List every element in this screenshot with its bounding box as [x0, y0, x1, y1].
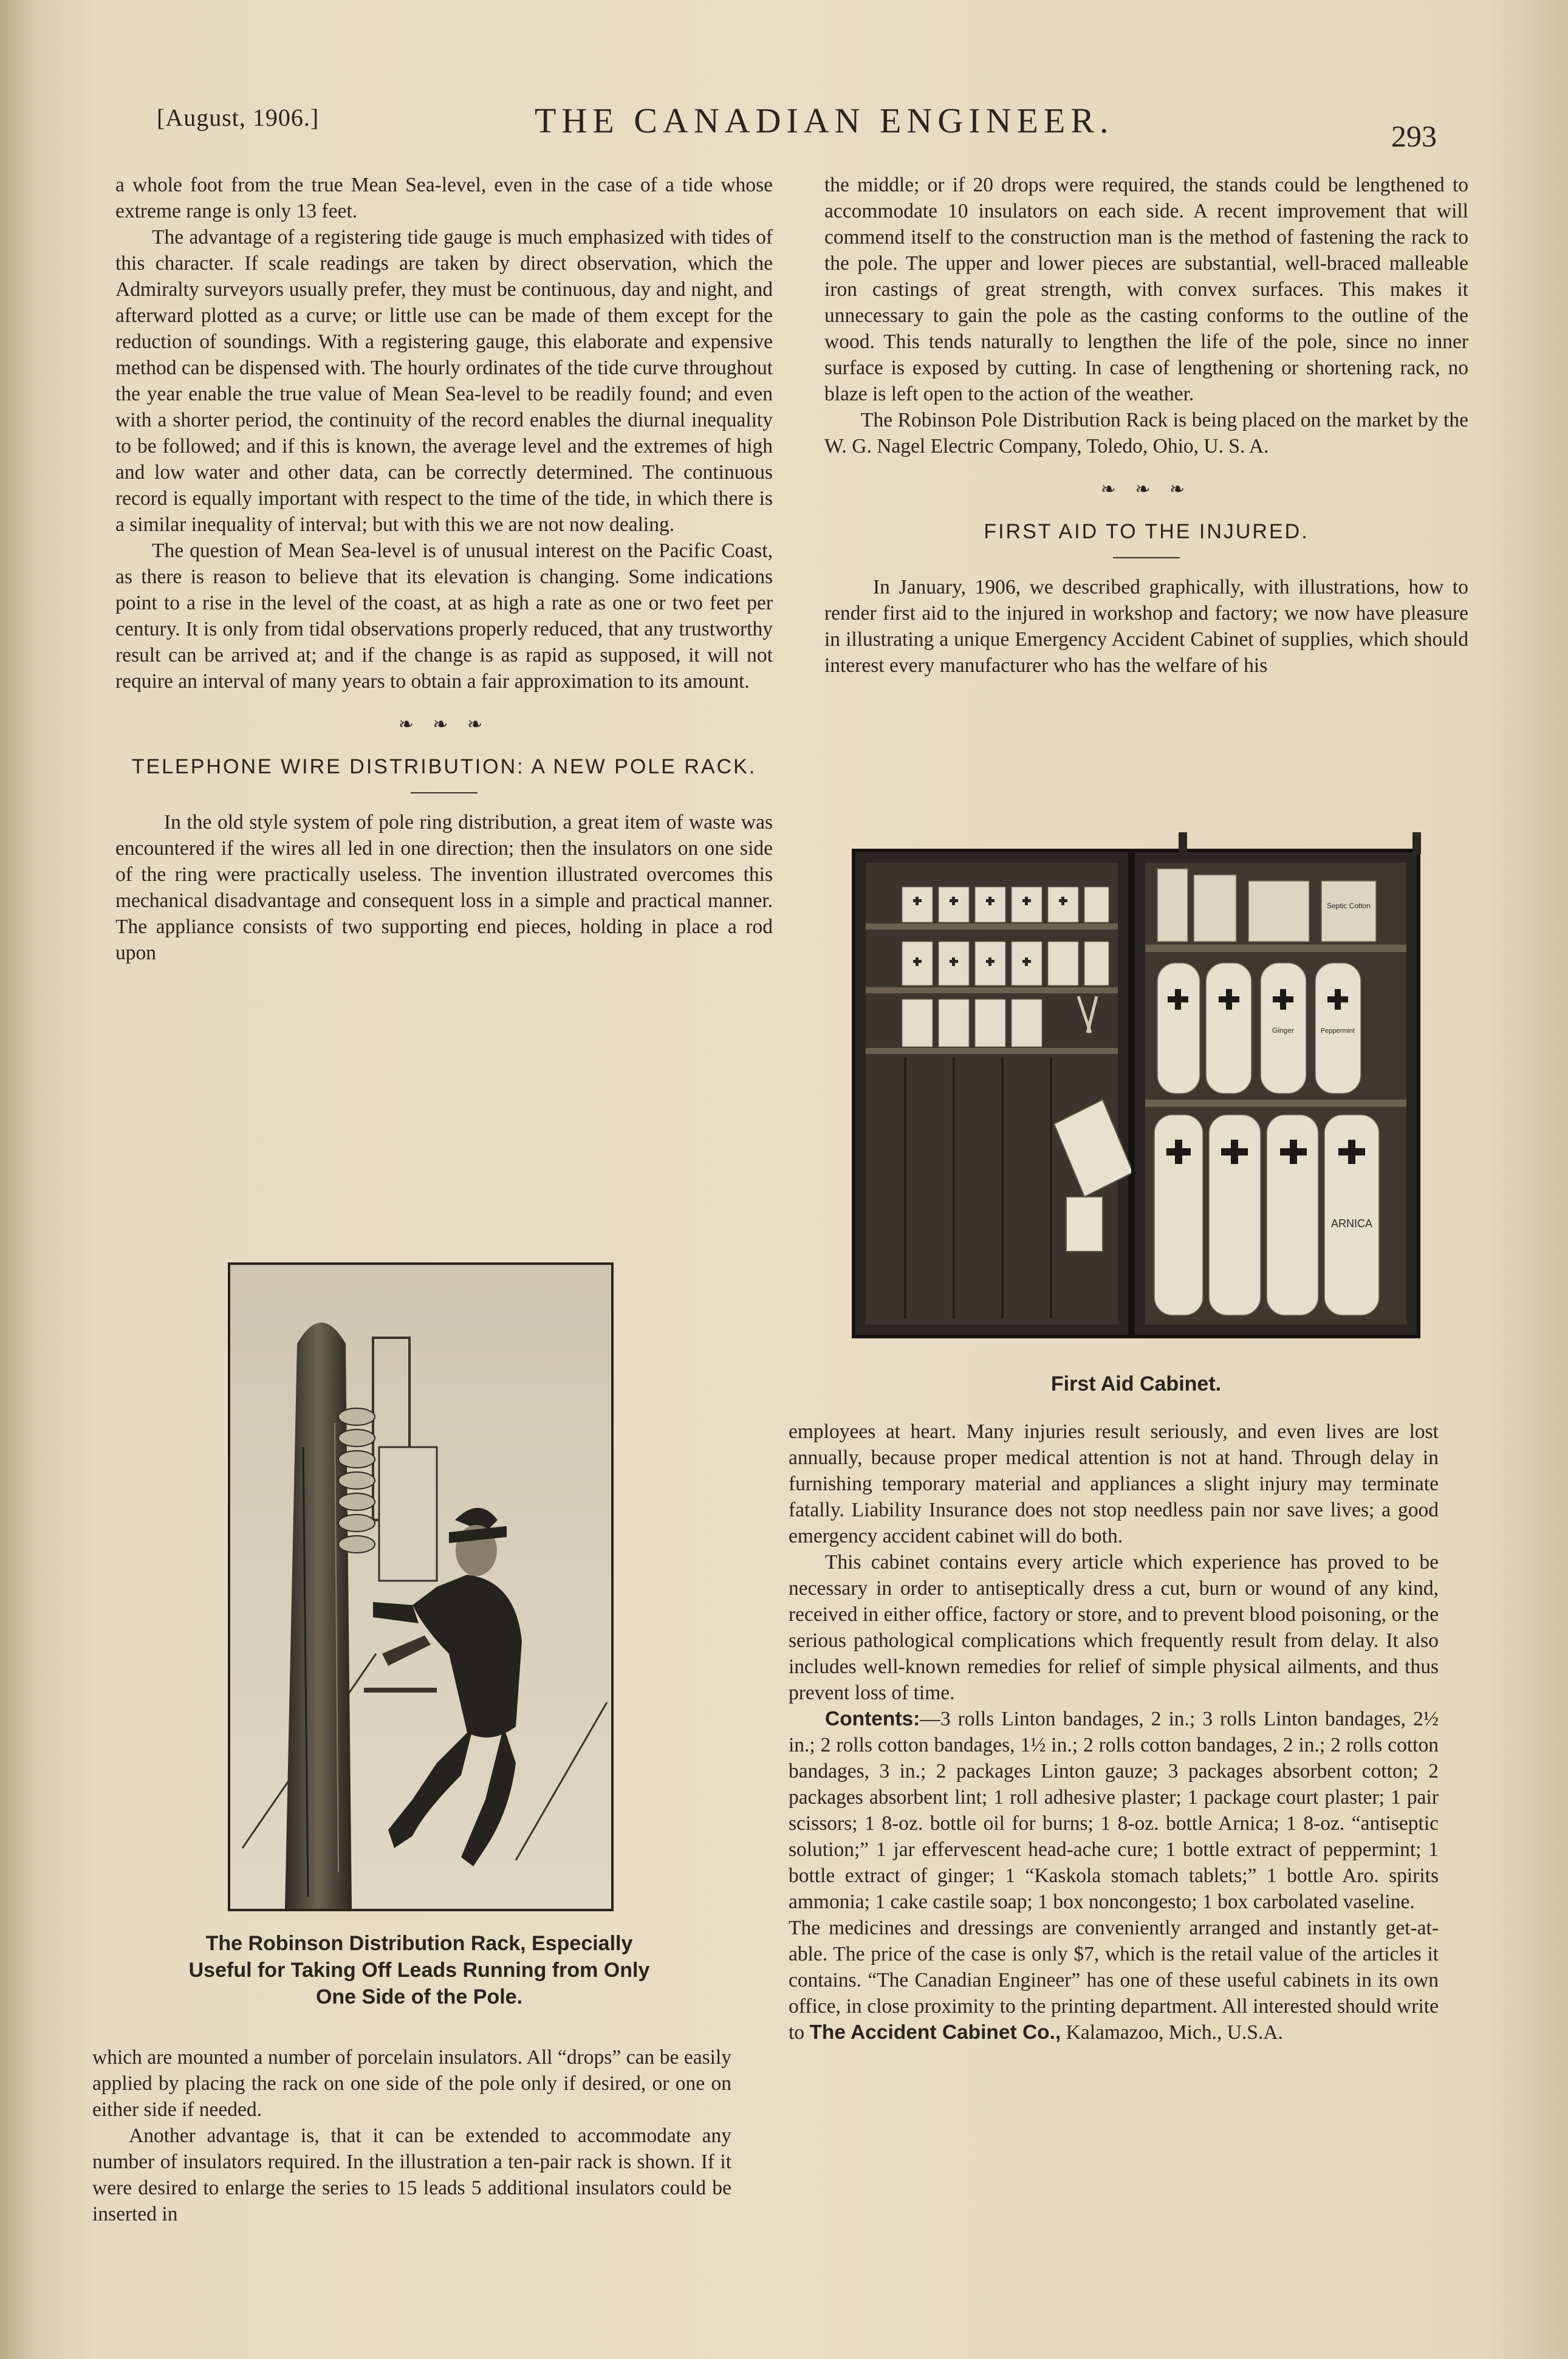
- right-paragraph-4: employees at heart. Many injuries result seriously, and even lives are lost annually, because proper medical attention is not at hand. Through delay in furnishing temporary material and appliances a slight injury may terminate fatally. Liability Insurance does not stop needless pain nor save lives; a good emergency accident cabinet will do both.: [789, 1420, 1439, 1547]
- left-paragraph-6: Another advantage is, that it can be extended to accommodate any number of insulators required. In the illustration a ten-pair rack is shown. If it were desired to enlarge the series to 15 leads 5 additional insulators could be inserted in: [92, 2124, 731, 2225]
- right-paragraph-3: In January, 1906, we described graphically, with illustrations, how to render first aid to the injured in workshop and factory; we now have pleasure in illustrating a unique Emergency Accident Cabinet of supplies, which should interest every manufacturer who has the welfare of his: [824, 576, 1468, 677]
- contents-label: Contents:: [825, 1708, 920, 1730]
- first-aid-cabinet-photo: [847, 832, 1431, 1379]
- left-column-bottom: [92, 2044, 731, 2227]
- contents-list: —3 rolls Linton bandages, 2 in.; 3 rolls Linton bandages, 2½ in.; 2 rolls cotton bandages, 1½ in.; 2 rolls cotton bandages, 2 in.; 2 rolls cotton bandages, 3 in.; 2 packages Linton gauze; 3 packages absorbent cotton; 2 packages absorbent lint; 1 roll adhesive plaster; 1 package court plaster; 1 pair scissors; 1 8-oz. bottle oil for burns; 1 8-oz. bottle Arnica; 1 8-oz. “antiseptic solution;” 1 jar effervescent head-ache cure; 1 bottle extract of peppermint; 1 bottle extract of ginger; 1 “Kaskola stomach tablets;” 1 bottle Aro. spirits ammonia; 1 cake castile soap; 1 box noncongesto; 1 box carbolated vaseline.: [789, 1708, 1439, 1913]
- left-paragraph-1: a whole foot from the true Mean Sea-level, even in the case of a tide whose extreme range is only 13 feet.: [115, 174, 773, 222]
- page-number: 293: [1391, 119, 1437, 153]
- peppermint-label: Peppermint: [1320, 1027, 1355, 1035]
- right-column-bottom: [789, 1419, 1439, 2046]
- journal-title: THE CANADIAN ENGINEER.: [535, 101, 1114, 140]
- right-paragraph-1: the middle; or if 20 drops were required, the stands could be lengthened to accommodate 10 insulators on each side. A recent improvement that will commend itself to the construction man is the method of fastening the rack to the pole. The upper and lower pieces are substantial, well-braced malleable iron castings of great strength, with convex surfaces. This makes it unnecessary to gain the pole as the casting conforms to the outline of the wood. This tends naturally to lengthen the life of the pole, since no inner surface is exposed by cutting. In case of lengthening or shortening rack, no blaze is left open to the action of the weather.: [824, 174, 1468, 405]
- right-paragraph-5: This cabinet contains every article which experience has proved to be necessary in order to antiseptically dress a cut, burn or wound of any kind, received in either office, factory or store, and to prevent blood poisoning, or the serious pathological complications which frequently result from delay. It also includes well-known remedies for relief of simple physical ailments, and thus prevent loss of time.: [789, 1551, 1439, 1704]
- right-column-top: [824, 172, 1468, 679]
- company-name: The Accident Cabinet Co.,: [809, 2021, 1061, 2044]
- section-ornament: ❧ ❧ ❧: [398, 714, 490, 734]
- issue-date: [August, 1906.]: [157, 104, 320, 131]
- left-paragraph-2: The advantage of a registering tide gauge is much emphasized with tides of this character. If scale readings are taken by direct observation, which the Admiralty surveyors usually prefer, they must be continuous, day and night, and afterward plotted as a curve; or little use can be made of them except for the reduction of soundings. With a registering gauge, this elaborate and expensive method can be dispensed with. The hourly ordinates of the tide curve throughout the year enable the true value of Mean Sea-level to be readily found; and even with a shorter period, the continuity of the record enables the diurnal inequality to be followed; and if this is known, the average level and the extremes of high and low water and other data, can be correctly determined. The continuous record is equally important with respect to the time of the tide, in which there is a similar inequality of interval; but with this we are not now dealing.: [115, 226, 773, 536]
- ginger-label: Ginger: [1272, 1026, 1295, 1035]
- arnica-label: ARNICA: [1330, 1217, 1373, 1230]
- left-paragraph-4: In the old style system of pole ring distribution, a great item of waste was encountered if the wires all led in one direction; then the insulators on one side of the ring were practically useless. The invention illustrated overcomes this mechanical disadvantage and consequent loss in a simple and practical manner. The appliance consists of two supporting end pieces, holding in place a rod upon: [115, 811, 773, 964]
- section-title-telephone: TELEPHONE WIRE DISTRIBUTION: A NEW POLE RACK.: [131, 755, 757, 778]
- price-text: The medicines and dressings are conveniently arranged and instantly get-at-able. The price of the case is only $7, which is the retail value of the articles it contains. “The Canadian Engineer” has one of these useful cabinets in its own office, in close proximity to the printing department. All interested should write to: [789, 1917, 1439, 2044]
- right-paragraph-6: [789, 1915, 1439, 2046]
- left-paragraph-5: which are mounted a number of porcelain insulators. All “drops” can be easily applied by placing the rack on one side of the pole only if desired, or one on either side if needed.: [92, 2046, 731, 2121]
- left-column-top: [115, 172, 773, 966]
- section-rule: [1113, 557, 1180, 558]
- contents-paragraph: [789, 1706, 1439, 1915]
- section-ornament: ❧ ❧ ❧: [1100, 479, 1193, 499]
- cabinet-caption: First Aid Cabinet.: [1050, 1372, 1222, 1395]
- right-paragraph-2: The Robinson Pole Distribution Rack is being placed on the market by the W. G. Nagel Electric Company, Toledo, Ohio, U. S. A.: [824, 409, 1468, 457]
- pole-rack-caption: The Robinson Distribution Rack, Especially Useful for Taking Off Leads Running from Only One Side of the Pole.: [188, 1932, 650, 2008]
- company-address: Kalamazoo, Mich., U.S.A.: [1061, 2021, 1283, 2044]
- lineman-on-pole-illustration: [230, 1265, 611, 1909]
- septic-cotton-label: Septic Cotton: [1326, 902, 1371, 910]
- left-paragraph-3: The question of Mean Sea-level is of unusual interest on the Pacific Coast, as there is reason to believe that its elevation is changing. Some indications point to a rise in the level of the coast, at as high a rate as one or two feet per century. It is only from tidal observations properly reduced, that any trustworthy result can be arrived at; and if the change is as rapid as supposed, it will not require an interval of many years to obtain a fair approximation to its amount.: [115, 539, 773, 693]
- cabinet-illustration: [847, 832, 1431, 1379]
- section-rule: [411, 792, 478, 793]
- pole-rack-photo: [228, 1262, 614, 1911]
- section-title-first-aid: FIRST AID TO THE INJURED.: [984, 520, 1309, 543]
